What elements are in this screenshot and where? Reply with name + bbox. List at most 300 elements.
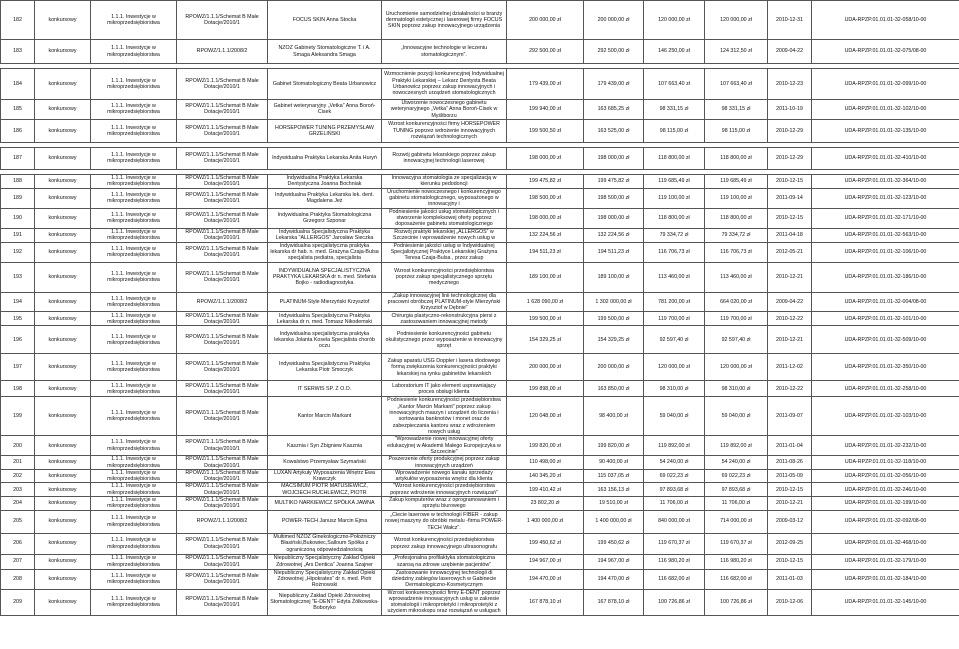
row-action: 1.1.1. Inwestycje w mikroprzedsiębiorstwa <box>91 147 177 169</box>
row-date: 2010-12-22 <box>768 312 812 326</box>
row-type: konkursowy <box>35 1 91 40</box>
row-date: 2011-09-14 <box>768 188 812 208</box>
row-agreement-number: UDA-RPZP.01.01.01-32-258/10-00 <box>812 381 959 397</box>
row-type: konkursowy <box>35 292 91 312</box>
row-scheme: RPOWZ/1.1.1/2008/2 <box>177 292 268 312</box>
row-number: 204 <box>1 497 35 511</box>
row-agreement-number: UDA-RPZP.01.01.01-32-102/10-00 <box>812 100 959 120</box>
row-total-value: 198 000,00 zł <box>507 147 584 169</box>
row-eu-funds: 98 331,15 zł <box>705 100 768 120</box>
row-number: 188 <box>1 174 35 188</box>
row-cofinancing: 118 800,00 zł <box>644 147 705 169</box>
table-row <box>1 228 959 242</box>
row-eligible-value: 1 400 000,00 zł <box>584 510 644 533</box>
row-scheme: RPOWZ/1.1.1/Schemat B Małe Dotacje/2010/1 <box>177 242 268 262</box>
table-row <box>1 354 959 381</box>
row-eu-funds: 98 310,00 zł <box>705 381 768 397</box>
row-date: 2012-05-21 <box>768 242 812 262</box>
row-project-title: Laboratorium IT jako element usprawniający proces obsługi klienta <box>382 381 507 397</box>
row-action: 1.1.1. Inwestycje w mikroprzedsiębiorstwa <box>91 469 177 483</box>
row-number: 184 <box>1 69 35 100</box>
row-number: 193 <box>1 262 35 292</box>
row-cofinancing: 98 331,15 zł <box>644 100 705 120</box>
row-eu-funds: 100 726,86 zł <box>705 589 768 615</box>
row-number: 195 <box>1 312 35 326</box>
row-project-title: Wprowadzenie nowego kanału sprzedaży artykułów wyposażenia wnętrz dla klienta <box>382 469 507 483</box>
row-number: 192 <box>1 242 35 262</box>
row-cofinancing: 79 334,72 zł <box>644 228 705 242</box>
row-action: 1.1.1. Inwestycje w mikroprzedsiębiorstwa <box>91 228 177 242</box>
row-cofinancing: 120 000,00 zł <box>644 1 705 40</box>
row-cofinancing: 116 682,00 zł <box>644 569 705 589</box>
row-number: 190 <box>1 208 35 228</box>
row-action: 1.1.1. Inwestycje w mikroprzedsiębiorstwa <box>91 188 177 208</box>
row-eu-funds: 59 040,00 zł <box>705 397 768 436</box>
row-type: konkursowy <box>35 469 91 483</box>
row-beneficiary: Kantor Marcin Markant <box>268 397 382 436</box>
row-number: 191 <box>1 228 35 242</box>
row-action: 1.1.1. Inwestycje w mikroprzedsiębiorstwa <box>91 40 177 64</box>
row-total-value: 199 475,82 zł <box>507 174 584 188</box>
row-scheme: RPOWZ/1.1.1/Schemat B Małe Dotacje/2010/1 <box>177 436 268 456</box>
row-agreement-number: UDA-RPZP.01.01.01-32-468/10-00 <box>812 533 959 554</box>
row-type: konkursowy <box>35 242 91 262</box>
row-eligible-value: 199 500,00 zł <box>584 312 644 326</box>
row-scheme: RPOWZ/1.1.1/Schemat B Małe Dotacje/2010/1 <box>177 397 268 436</box>
row-beneficiary: IT SERWIS SP. Z O.O. <box>268 381 382 397</box>
row-type: konkursowy <box>35 188 91 208</box>
row-action: 1.1.1. Inwestycje w mikroprzedsiębiorstwa <box>91 326 177 354</box>
row-type: konkursowy <box>35 436 91 456</box>
row-total-value: 154 329,25 zł <box>507 326 584 354</box>
row-beneficiary: INDYWIDUALNA SPECJALISTYCZNA PRAKTYKA LEKARSKA dr n. med. Stefania Bojko - radiodiagnostyka <box>268 262 382 292</box>
row-number: 209 <box>1 589 35 615</box>
row-total-value: 198 500,00 zł <box>507 188 584 208</box>
row-action: 1.1.1. Inwestycje w mikroprzedsiębiorstwa <box>91 292 177 312</box>
row-project-title: Uruchomienie nowoczesnego i konkurencyjnego gabinetu stomatologicznego, wyposażonego w innowacyjny i <box>382 188 507 208</box>
row-eligible-value: 98 400,00 zł <box>584 397 644 436</box>
row-total-value: 194 967,00 zł <box>507 554 584 569</box>
row-cofinancing: 119 892,00 zł <box>644 436 705 456</box>
row-eligible-value: 179 439,00 zł <box>584 69 644 100</box>
table-row <box>1 292 959 312</box>
row-agreement-number: UDA-RPZP.01.01.01-32-103/10-00 <box>812 397 959 436</box>
row-total-value: 199 820,00 zł <box>507 436 584 456</box>
row-cofinancing: 107 663,40 zł <box>644 69 705 100</box>
row-eligible-value: 132 224,56 zł <box>584 228 644 242</box>
row-type: konkursowy <box>35 326 91 354</box>
row-total-value: 199 898,00 zł <box>507 381 584 397</box>
table-row <box>1 1 959 40</box>
row-beneficiary: MACSIMUM PIOTR MATUSIEWICZ, WOJCIECH RUCHLEWICZ, PIOTR <box>268 483 382 497</box>
row-action: 1.1.1. Inwestycje w mikroprzedsiębiorstwa <box>91 483 177 497</box>
row-eligible-value: 154 329,25 zł <box>584 326 644 354</box>
row-number: 194 <box>1 292 35 312</box>
row-agreement-number: UDA-RPZP.01.01.01-32-232/10-00 <box>812 436 959 456</box>
row-total-value: 120 048,00 zł <box>507 397 584 436</box>
row-scheme: RPOWZ/1.1.1/Schemat B Małe Dotacje/2010/1 <box>177 147 268 169</box>
row-scheme: RPOWZ/1.1.1/Schemat B Małe Dotacje/2010/1 <box>177 312 268 326</box>
row-total-value: 189 100,00 zł <box>507 262 584 292</box>
row-date: 2011-05-09 <box>768 469 812 483</box>
row-cofinancing: 146 250,00 zł <box>644 40 705 64</box>
row-type: konkursowy <box>35 312 91 326</box>
row-beneficiary: Kowalstwo Przemysław Szymański <box>268 456 382 470</box>
row-eu-funds: 69 022,23 zł <box>705 469 768 483</box>
table-row <box>1 69 959 100</box>
row-action: 1.1.1. Inwestycje w mikroprzedsiębiorstwa <box>91 354 177 381</box>
row-type: konkursowy <box>35 354 91 381</box>
row-project-title: "Wzrost konkurencyjności przedsiębiorstwa poprzez wdrożenie innowacyjnych rozwiązań" <box>382 483 507 497</box>
row-eu-funds: 119 700,00 zł <box>705 312 768 326</box>
row-eligible-value: 198 000,00 zł <box>584 208 644 228</box>
row-number: 198 <box>1 381 35 397</box>
row-cofinancing: 92 597,40 zł <box>644 326 705 354</box>
row-total-value: 167 878,10 zł <box>507 589 584 615</box>
row-total-value: 200 000,00 zł <box>507 354 584 381</box>
row-agreement-number: UDA-RPZP.01.01.01-32-179/10-00 <box>812 554 959 569</box>
row-type: konkursowy <box>35 456 91 470</box>
row-total-value: 140 345,20 zł <box>507 469 584 483</box>
row-project-title: "Wprowadzenie nowej innowacyjnej oferty edukacyjnej w Akademii Małego Europejczyka w Szczecinie" <box>382 436 507 456</box>
row-eligible-value: 19 510,00 zł <box>584 497 644 511</box>
row-number: 183 <box>1 40 35 64</box>
row-type: konkursowy <box>35 100 91 120</box>
row-date: 2010-12-06 <box>768 589 812 615</box>
row-date: 2010-12-15 <box>768 174 812 188</box>
row-scheme: RPOWZ/1.1.1/Schemat B Małe Dotacje/2010/1 <box>177 483 268 497</box>
row-agreement-number: UDA-RPZP.01.01.01-32-145/10-00 <box>812 589 959 615</box>
row-date: 2010-12-15 <box>768 554 812 569</box>
row-agreement-number: UDA-RPZP.01.01.01-32-092/08-00 <box>812 510 959 533</box>
row-action: 1.1.1. Inwestycje w mikroprzedsiębiorstwa <box>91 69 177 100</box>
row-date: 2010-12-21 <box>768 497 812 511</box>
row-project-title: Chirurgia plastyczno-rekonstrukcyjna piersi z zastosowaniem innowacyjnej metody <box>382 312 507 326</box>
row-date: 2010-12-23 <box>768 69 812 100</box>
row-date: 2011-08-26 <box>768 456 812 470</box>
row-action: 1.1.1. Inwestycje w mikroprzedsiębiorstwa <box>91 533 177 554</box>
row-type: konkursowy <box>35 119 91 142</box>
row-cofinancing: 116 980,20 zł <box>644 554 705 569</box>
row-action: 1.1.1. Inwestycje w mikroprzedsiębiorstwa <box>91 589 177 615</box>
row-number: 186 <box>1 119 35 142</box>
row-scheme: RPOWZ/1.1.1/Schemat B Małe Dotacje/2010/1 <box>177 354 268 381</box>
row-cofinancing: 59 040,00 zł <box>644 397 705 436</box>
table-row <box>1 312 959 326</box>
row-beneficiary: Niepubliczny Specjalistyczny Zakład Opieki Zdrowotnej „Ars Dentica” Joanna Szajner <box>268 554 382 569</box>
row-beneficiary: Indywidualna Praktyka Lekarska Anita Huryń <box>268 147 382 169</box>
row-type: konkursowy <box>35 40 91 64</box>
table-row <box>1 147 959 169</box>
row-total-value: 110 498,00 zł <box>507 456 584 470</box>
row-agreement-number: UDA-RPZP.01.01.01-32-563/10-00 <box>812 228 959 242</box>
table-row <box>1 381 959 397</box>
row-beneficiary: FOCUS SKIN Anna Stocka <box>268 1 382 40</box>
row-action: 1.1.1. Inwestycje w mikroprzedsiębiorstwa <box>91 569 177 589</box>
row-scheme: RPOWZ/1.1.1/Schemat B Małe Dotacje/2010/1 <box>177 228 268 242</box>
row-agreement-number: UDA-RPZP.01.01.01-32-075/08-00 <box>812 40 959 64</box>
row-total-value: 194 470,00 zł <box>507 569 584 589</box>
row-scheme: RPOWZ/1.1.1/Schemat B Małe Dotacje/2010/1 <box>177 456 268 470</box>
row-number: 189 <box>1 188 35 208</box>
row-agreement-number: UDA-RPZP.01.01.01-32-106/10-00 <box>812 242 959 262</box>
table-row <box>1 174 959 188</box>
row-total-value: 23 802,20 zł <box>507 497 584 511</box>
row-eligible-value: 90 400,00 zł <box>584 456 644 470</box>
row-eu-funds: 11 706,00 zł <box>705 497 768 511</box>
row-number: 207 <box>1 554 35 569</box>
row-eligible-value: 198 000,00 zł <box>584 147 644 169</box>
row-project-title: Podniesienie konkurencyjności gabinetu okulistycznego przez wyposażenie w innowacyjny sprzęt <box>382 326 507 354</box>
row-total-value: 198 000,00 zł <box>507 208 584 228</box>
row-type: konkursowy <box>35 208 91 228</box>
row-type: konkursowy <box>35 174 91 188</box>
row-project-title: Zastosowanie innowacyjnej technologii di dziedziny zabiegów laserowych w Gabinecie Dermatologiczno-Kosmetycznym <box>382 569 507 589</box>
row-project-title: Wzmocnienie pozycji konkurencyjnej Indywidualnej Praktyki Lekarskiej – Lekarz Dentysta Beata Urbanowicz poprzez zakup innowacyjnych i nowoczesnych urządzeń stomatologicznych <box>382 69 507 100</box>
row-number: 187 <box>1 147 35 169</box>
row-action: 1.1.1. Inwestycje w mikroprzedsiębiorstwa <box>91 554 177 569</box>
row-scheme: RPOWZ/1.1.1/Schemat B Małe Dotacje/2010/1 <box>177 554 268 569</box>
row-action: 1.1.1. Inwestycje w mikroprzedsiębiorstwa <box>91 242 177 262</box>
row-eu-funds: 97 893,68 zł <box>705 483 768 497</box>
row-eu-funds: 124 312,50 zł <box>705 40 768 64</box>
row-type: konkursowy <box>35 510 91 533</box>
row-date: 2010-12-29 <box>768 119 812 142</box>
row-beneficiary: PLATINUM-Style Mierzyński Krzysztof <box>268 292 382 312</box>
row-agreement-number: UDA-RPZP.01.01.01-32-199/10-00 <box>812 497 959 511</box>
row-total-value: 292 500,00 zł <box>507 40 584 64</box>
row-eu-funds: 714 000,00 zł <box>705 510 768 533</box>
row-agreement-number: UDA-RPZP.01.01.01-32-184/10-00 <box>812 569 959 589</box>
row-project-title: Podniesienie jakości usług stomatologicznych i stworzenie kompleksowej oferty poprzez doposażenie gabinetu stomatologicznego <box>382 208 507 228</box>
row-agreement-number: UDA-RPZP.01.01.01-32-186/10-00 <box>812 262 959 292</box>
row-beneficiary: HORSEPOWER TUNING PRZEMYSŁAW GRZELIŃSKI <box>268 119 382 142</box>
row-date: 2010-12-15 <box>768 483 812 497</box>
table-row <box>1 469 959 483</box>
row-scheme: RPOWZ/1.1.1/Schemat B Małe Dotacje/2010/1 <box>177 589 268 615</box>
row-scheme: RPOWZ/1.1.1/Schemat B Małe Dotacje/2010/1 <box>177 119 268 142</box>
row-total-value: 194 511,23 zł <box>507 242 584 262</box>
row-eu-funds: 116 980,20 zł <box>705 554 768 569</box>
row-eligible-value: 163 850,00 zł <box>584 381 644 397</box>
row-eligible-value: 200 000,00 zł <box>584 1 644 40</box>
row-cofinancing: 118 800,00 zł <box>644 208 705 228</box>
row-scheme: RPOWZ/1.1.1/Schemat B Małe Dotacje/2010/1 <box>177 381 268 397</box>
row-eu-funds: 664 020,00 zł <box>705 292 768 312</box>
table-row <box>1 569 959 589</box>
row-type: konkursowy <box>35 483 91 497</box>
row-eu-funds: 116 682,00 zł <box>705 569 768 589</box>
row-type: konkursowy <box>35 262 91 292</box>
row-action: 1.1.1. Inwestycje w mikroprzedsiębiorstwa <box>91 397 177 436</box>
row-agreement-number: UDA-RPZP.01.01.01-32-101/10-00 <box>812 312 959 326</box>
row-cofinancing: 781 200,00 zł <box>644 292 705 312</box>
row-scheme: RPOWZ/1.1.1/Schemat B Małe Dotacje/2010/1 <box>177 469 268 483</box>
row-project-title: „Profesjonalna profilaktyka stomatologiczna szansą na zdrowe uzębienie pacjentów” <box>382 554 507 569</box>
row-scheme: RPOWZ/1.1.1/Schemat B Małe Dotacje/2010/1 <box>177 69 268 100</box>
row-beneficiary: Indywidualna Specjalistyczna Praktyka Lekarska dr n. med. Tomasz Nikodemski <box>268 312 382 326</box>
row-scheme: RPOWZ/1.1.1/Schemat B Małe Dotacje/2010/1 <box>177 100 268 120</box>
row-beneficiary: Kasznia i Syn Zbigniew Kasznia <box>268 436 382 456</box>
row-eu-funds: 119 100,00 zł <box>705 188 768 208</box>
row-date: 2009-04-22 <box>768 40 812 64</box>
row-project-title: „Innowacyjne technologie w leczeniu stomatologicznym”. <box>382 40 507 64</box>
row-agreement-number: UDA-RPZP.01.01.01-32-118/10-00 <box>812 456 959 470</box>
row-total-value: 200 000,00 zł <box>507 1 584 40</box>
row-date: 2010-12-15 <box>768 208 812 228</box>
row-beneficiary: LUXAN Artykuły Wyposażenia Wnętrz Ewa Krawczyk <box>268 469 382 483</box>
row-total-value: 199 450,62 zł <box>507 533 584 554</box>
row-eligible-value: 163 156,13 zł <box>584 483 644 497</box>
row-eu-funds: 98 115,00 zł <box>705 119 768 142</box>
table-row <box>1 456 959 470</box>
table-row <box>1 497 959 511</box>
row-scheme: RPOWZ/1.1.1/2008/2 <box>177 510 268 533</box>
row-date: 2011-01-04 <box>768 436 812 456</box>
row-scheme: RPOWZ/1.1.1/Schemat B Małe Dotacje/2010/1 <box>177 174 268 188</box>
row-scheme: RPOWZ/1.1.1/Schemat B Małe Dotacje/2010/1 <box>177 208 268 228</box>
table-row <box>1 188 959 208</box>
table-row <box>1 208 959 228</box>
row-beneficiary: Niepubliczny Specjalistyczny Zakład Opieki Zdrowotnej „Hipokrates” dr n. med. Piotr Rożnowski <box>268 569 382 589</box>
row-agreement-number: UDA-RPZP.01.01.01-32-056/10-00 <box>812 469 959 483</box>
row-number: 202 <box>1 469 35 483</box>
table-row <box>1 397 959 436</box>
row-agreement-number: UDA-RPZP.01.01.01-32-246/10-00 <box>812 483 959 497</box>
row-type: konkursowy <box>35 589 91 615</box>
row-cofinancing: 11 706,00 zł <box>644 497 705 511</box>
row-number: 197 <box>1 354 35 381</box>
row-action: 1.1.1. Inwestycje w mikroprzedsiębiorstwa <box>91 497 177 511</box>
table-row <box>1 40 959 64</box>
table-row <box>1 242 959 262</box>
row-number: 196 <box>1 326 35 354</box>
row-eu-funds: 116 706,73 zł <box>705 242 768 262</box>
row-project-title: Innowacyjna stomatologia ze specjalizacją w kierunku pedodoncji <box>382 174 507 188</box>
row-cofinancing: 54 240,00 zł <box>644 456 705 470</box>
row-total-value: 179 439,00 zł <box>507 69 584 100</box>
row-eligible-value: 199 450,62 zł <box>584 533 644 554</box>
row-date: 2010-12-29 <box>768 147 812 169</box>
row-cofinancing: 98 310,00 zł <box>644 381 705 397</box>
row-agreement-number: UDA-RPZP.01.01.01-32-123/10-00 <box>812 188 959 208</box>
row-project-title: Podniesienie jakości usług w Indywidualnej Specjalistycznej Praktyce Lekarskiej Grażyna Teresa Czaja-Bulsa , przez zakup <box>382 242 507 262</box>
row-eligible-value: 194 967,00 zł <box>584 554 644 569</box>
row-date: 2011-12-02 <box>768 354 812 381</box>
row-cofinancing: 97 893,68 zł <box>644 483 705 497</box>
row-action: 1.1.1. Inwestycje w mikroprzedsiębiorstwa <box>91 262 177 292</box>
row-cofinancing: 119 685,49 zł <box>644 174 705 188</box>
row-number: 206 <box>1 533 35 554</box>
row-beneficiary: Indywidualna Specjalistyczna Praktyka Lekarska "ALLERGOS" Jarosław Sieczka <box>268 228 382 242</box>
row-cofinancing: 113 460,00 zł <box>644 262 705 292</box>
row-action: 1.1.1. Inwestycje w mikroprzedsiębiorstwa <box>91 208 177 228</box>
row-action: 1.1.1. Inwestycje w mikroprzedsiębiorstwa <box>91 119 177 142</box>
row-eu-funds: 119 685,49 zł <box>705 174 768 188</box>
row-project-title: Rozwój gabinetu lekarskiego poprzez zakup innowacyjnej technologii laserowej <box>382 147 507 169</box>
row-eligible-value: 189 100,00 zł <box>584 262 644 292</box>
row-type: konkursowy <box>35 381 91 397</box>
row-project-title: Rozwój praktyki lekarskiej „ALLERGOS” w Szczecinie i wprowadzenie nowych usług w <box>382 228 507 242</box>
row-date: 2010-12-21 <box>768 262 812 292</box>
row-beneficiary: Indywidualna Praktyka Lekarska Dentystyczna Joanna Bochniak <box>268 174 382 188</box>
row-project-title: „Ciecie laserowe w technologii FIBER - zakup nowej maszyny do obróbki metalu -firma POWER-TECH Wałcz”. <box>382 510 507 533</box>
row-project-title: Wzrost konkurencyjności firmy HORSEPOWER TUNING poprzez wdrożenie innowacyjnych rozwiązań technologicznych <box>382 119 507 142</box>
row-cofinancing: 69 022,23 zł <box>644 469 705 483</box>
row-scheme: RPOWZ/1.1.1/Schemat B Małe Dotacje/2010/1 <box>177 569 268 589</box>
row-project-title: Wzrost konkurencyjności firmy E-DENT poprzez wprowadzenie innowacyjnych usług w zakresie stomatologii i mikroprotetyki i mikroprotetyki z użyciem mikroskopu oraz rozwiązań w usługach <box>382 589 507 615</box>
row-eligible-value: 163 685,25 zł <box>584 100 644 120</box>
row-eligible-value: 163 525,00 zł <box>584 119 644 142</box>
row-beneficiary: Indywidualna specjalistyczna praktyka lekarska dr hab. n. med. Grażyna Czaja-Bulsa specjalista pediatra, specjalista <box>268 242 382 262</box>
row-cofinancing: 100 726,86 zł <box>644 589 705 615</box>
row-project-title: Zakup aparatu USG Doppler i lasera diodowego formą zwiększenia konkurencyjności praktyki lekarskiej na rynku gabinetów lekarskich <box>382 354 507 381</box>
row-date: 2009-03-12 <box>768 510 812 533</box>
table-row <box>1 483 959 497</box>
row-action: 1.1.1. Inwestycje w mikroprzedsiębiorstwa <box>91 510 177 533</box>
row-date: 2012-09-25 <box>768 533 812 554</box>
row-eligible-value: 194 470,00 zł <box>584 569 644 589</box>
row-cofinancing: 119 100,00 zł <box>644 188 705 208</box>
row-eu-funds: 120 000,00 zł <box>705 1 768 40</box>
row-number: 200 <box>1 436 35 456</box>
row-action: 1.1.1. Inwestycje w mikroprzedsiębiorstwa <box>91 100 177 120</box>
row-eligible-value: 200 000,00 zł <box>584 354 644 381</box>
table-row <box>1 100 959 120</box>
row-number: 205 <box>1 510 35 533</box>
row-action: 1.1.1. Inwestycje w mikroprzedsiębiorstwa <box>91 456 177 470</box>
row-beneficiary: Multimed NZOZ Ginekologiczno-Położniczy Błasiński,Bukowiec,Salloum Spółka z ograniczoną odpowiedzialnością <box>268 533 382 554</box>
row-eligible-value: 194 511,23 zł <box>584 242 644 262</box>
row-scheme: RPOWZ/1.1.1/2008/2 <box>177 40 268 64</box>
row-scheme: RPOWZ/1.1.1/Schemat B Małe Dotacje/2010/1 <box>177 497 268 511</box>
row-agreement-number: UDA-RPZP.01.01.01-32-004/08-00 <box>812 292 959 312</box>
row-eu-funds: 118 800,00 zł <box>705 208 768 228</box>
row-beneficiary: Gabinet Stomatologiczny Beata Urbanowicz <box>268 69 382 100</box>
row-eu-funds: 79 334,72 zł <box>705 228 768 242</box>
row-number: 185 <box>1 100 35 120</box>
row-type: konkursowy <box>35 69 91 100</box>
row-project-title: Utworzenie nowoczesnego gabinetu weterynaryjnego „Vetka” Anna Boroń-Cisek w Myśliborzu <box>382 100 507 120</box>
row-number: 208 <box>1 569 35 589</box>
row-number: 203 <box>1 483 35 497</box>
row-beneficiary: Gabinet weterynaryjny „Vetka” Anna Boroń-Cisek <box>268 100 382 120</box>
table-row <box>1 326 959 354</box>
row-eligible-value: 292 500,00 zł <box>584 40 644 64</box>
row-beneficiary: Niepubliczny Zakład Opieki Zdrowotnej Stomatologicznej "E-DENT" Edyta Żółkowska-Boboryko <box>268 589 382 615</box>
row-agreement-number: UDA-RPZP.01.01.01-32-509/10-00 <box>812 326 959 354</box>
row-eu-funds: 113 460,00 zł <box>705 262 768 292</box>
row-scheme: RPOWZ/1.1.1/Schemat B Małe Dotacje/2010/1 <box>177 1 268 40</box>
row-agreement-number: UDA-RPZP.01.01.01-32-058/10-00 <box>812 1 959 40</box>
row-eu-funds: 92 597,40 zł <box>705 326 768 354</box>
row-project-title: Poszerzenie oferty produkcyjnej poprzez zakup innowacyjnych urządzeń <box>382 456 507 470</box>
row-project-title: Podniesienie konkurencyjności przedsiębiorstwa „Kantor Marcin Markant” poprzez zakup innowacyjnych maszyn i urządzeń do liczenia i sortowania banknotów i monet oraz do zabezpieczania kantoru wraz z wdrożeniem nowych usług <box>382 397 507 436</box>
row-cofinancing: 119 700,00 zł <box>644 312 705 326</box>
row-action: 1.1.1. Inwestycje w mikroprzedsiębiorstwa <box>91 436 177 456</box>
row-eu-funds: 119 670,37 zł <box>705 533 768 554</box>
row-eu-funds: 107 663,40 zł <box>705 69 768 100</box>
table-row <box>1 119 959 142</box>
row-agreement-number: UDA-RPZP.01.01.01-32-364/10-00 <box>812 174 959 188</box>
table-row <box>1 262 959 292</box>
table-row <box>1 533 959 554</box>
row-eligible-value: 167 878,10 zł <box>584 589 644 615</box>
row-total-value: 1 400 000,00 zł <box>507 510 584 533</box>
row-cofinancing: 840 000,00 zł <box>644 510 705 533</box>
row-date: 2009-04-22 <box>768 292 812 312</box>
row-type: konkursowy <box>35 497 91 511</box>
